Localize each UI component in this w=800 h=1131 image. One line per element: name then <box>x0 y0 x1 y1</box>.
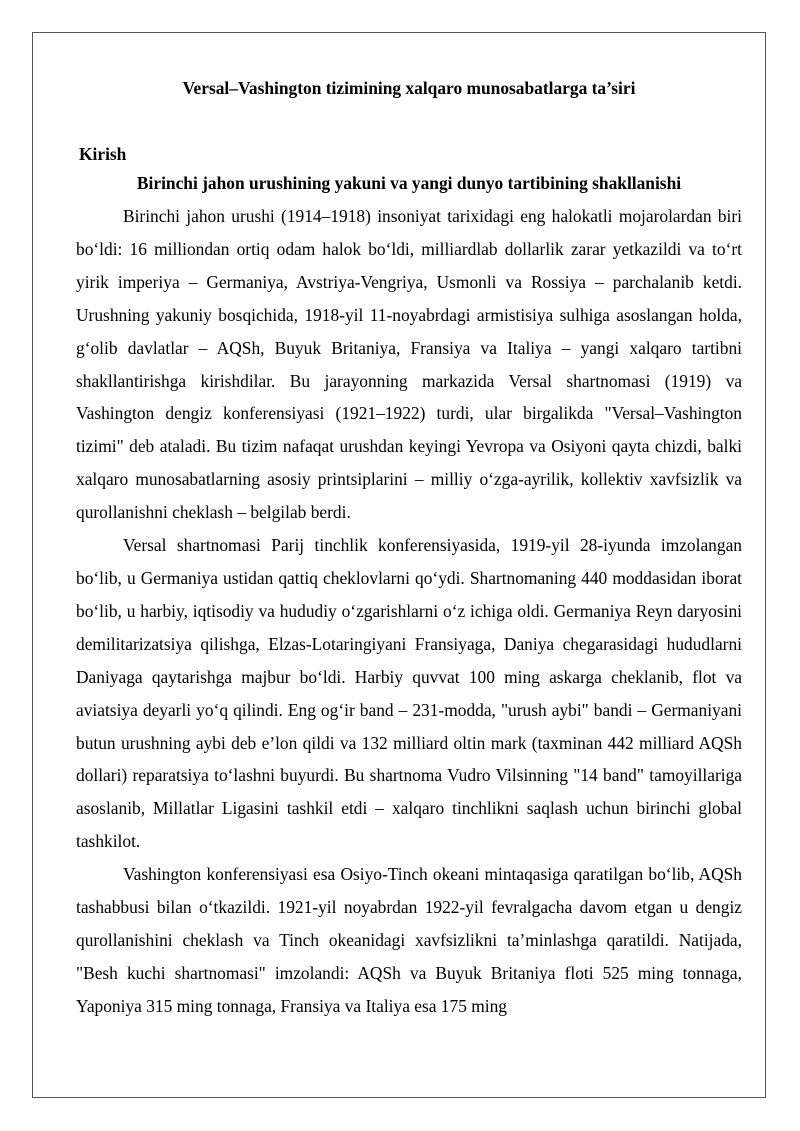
intro-heading: Kirish <box>79 144 127 164</box>
paragraph: Vashington konferensiyasi esa Osiyo-Tinch okeani mintaqasiga qaratilgan bo‘lib, AQSh tashabbusi bilan o‘tkazildi. 1921-yil noyabrdan 1922-yil fevralgacha davom etgan u dengiz qurollanishini cheklash va Tinch okeanidagi xavfsizlikni ta’minlashga qaratildi. Natijada, "Besh kuchi shartnomasi" imzolandi: AQSh va Buyuk Britaniya floti 525 ming tonnaga, Yaponiya 315 ming tonnaga, Fransiya va Italiya esa 175 ming <box>76 864 742 1016</box>
paragraph: Versal shartnomasi Parij tinchlik konferensiyasida, 1919-yil 28-iyunda imzolangan bo‘lib, u Germaniya ustidan qattiq cheklovlarni qo‘ydi. Shartnomaning 440 moddasidan iborat bo‘lib, u harbiy, iqtisodiy va hududiy o‘zgarishlarni o‘z ichiga oldi. Germaniya Reyn daryosini demilitarizatsiya qilishga, Elzas-Lotaringiyani Fransiyaga, Daniya chegarasidagi hududlarni Daniyaga qaytarishga majbur bo‘ldi. Harbiy quvvat 100 ming askarga cheklanib, flot va aviatsiya deyarli yo‘q qilindi. Eng og‘ir band – 231-modda, "urush aybi" bandi – Germaniyani butun urushning aybi deb e’lon qildi va 132 milliard oltin mark (taxminan 442 milliard AQSh dollari) reparatsiya to‘lashni buyurdi. Bu shartnoma Vudro Vilsinning "14 band" tamoyillariga asoslanib, Millatlar Ligasini tashkil etdi – xalqaro tinchlikni saqlash uchun birinchi global tashkilot. <box>76 535 742 852</box>
document-title: Versal–Vashington tizimining xalqaro munosabatlarga ta’siri <box>182 78 636 98</box>
section-subheading: Birinchi jahon urushining yakuni va yangi dunyo tartibining shakllanishi <box>136 173 682 193</box>
paragraph: Birinchi jahon urushi (1914–1918) insoniyat tarixidagi eng halokatli mojarolardan biri bo‘ldi: 16 milliondan ortiq odam halok bo‘ldi, milliardlab dollarlik zarar yetkazildi va to‘rt yirik imperiya – Germaniya, Avstriya-Vengriya, Usmonli va Rossiya – parchalanib ketdi. Urushning yakuniy bosqichida, 1918-yil 11-noyabrdagi armistisiya sulhiga asoslangan holda, g‘olib davlatlar – AQSh, Buyuk Britaniya, Fransiya va Italiya – yangi xalqaro tartibni shakllantirishga kirishdilar. Bu jarayonning markazida Versal shartnomasi (1919) va Vashington dengiz konferensiyasi (1921–1922) turdi, ular birgalikda "Versal–Vashington tizimi" deb ataladi. Bu tizim nafaqat urushdan keyingi Yevropa va Osiyoni qayta chizdi, balki xalqaro munosabatlarning asosiy printsiplarini – milliy o‘zga-ayrilik, kollektiv xavfsizlik va qurollanishni cheklash – belgilab berdi. <box>76 206 742 523</box>
document-body <box>76 74 742 1023</box>
